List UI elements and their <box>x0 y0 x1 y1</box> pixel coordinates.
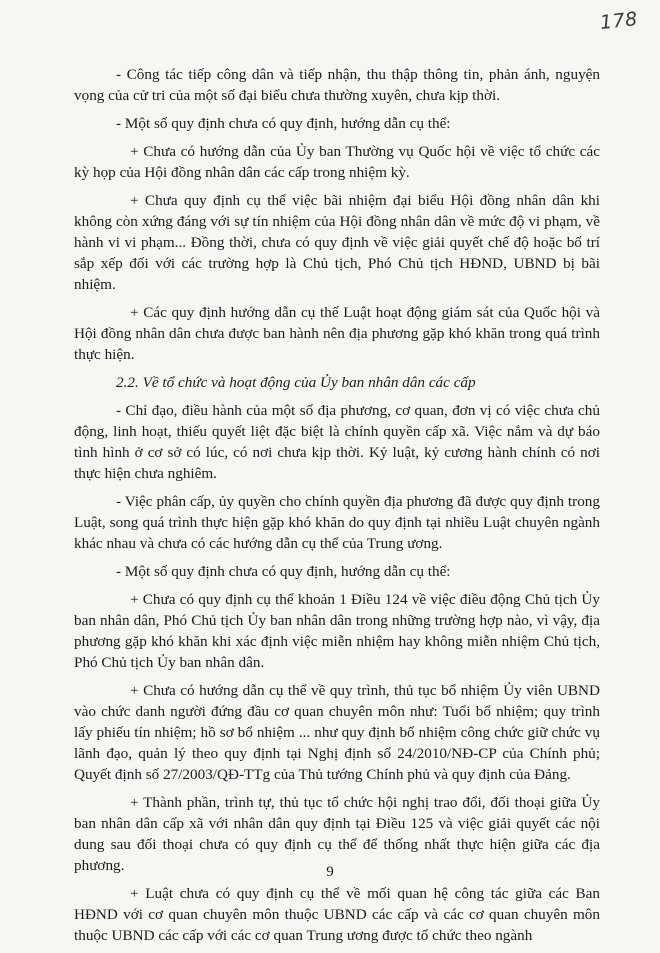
paragraph: + Thành phần, trình tự, thủ tục tổ chức hội nghị trao đổi, đối thoại giữa Ủy ban nhân dân cấp xã với nhân dân quy định tại Điều 125 và việc giải quyết các nội dung sau đối thoại chưa có quy định cụ thể để thống nhất thực hiện giữa các địa phương. <box>74 794 600 874</box>
paragraph: + Chưa có quy định cụ thể khoản 1 Điều 124 về việc điều động Chủ tịch Ủy ban nhân dân, Phó Chủ tịch Ủy ban nhân dân trong những trường hợp nào, vì vậy, địa phương gặp khó khăn khi xác định việc miễn nhiệm hay không miễn nhiệm Chủ tịch, Phó Chủ tịch Ủy ban nhân dân. <box>74 591 600 671</box>
paragraph: - Công tác tiếp công dân và tiếp nhận, thu thập thông tin, phản ánh, nguyện vọng của cử tri của một số đại biểu chưa thường xuyên, chưa kịp thời. <box>74 66 600 104</box>
page-number: 9 <box>326 864 334 880</box>
paragraph: + Chưa quy định cụ thể việc bãi nhiệm đại biểu Hội đồng nhân dân khi không còn xứng đáng với sự tín nhiệm của Hội đồng nhân dân về mức độ vi phạm, về hành vi vi phạm... Đồng thời, chưa có quy định về việc giải quyết chế độ hoặc bố trí sắp xếp đối với các trường hợp là Chủ tịch, Phó Chủ tịch HĐND, UBND bị bãi nhiệm. <box>74 192 600 293</box>
paragraph: - Một số quy định chưa có quy định, hướng dẫn cụ thể: <box>116 115 451 132</box>
paragraph: + Chưa có hướng dẫn cụ thể về quy trình, thủ tục bổ nhiệm Ủy viên UBND vào chức danh người đứng đầu cơ quan chuyên môn như: Tuổi bổ nhiệm; quy trình lấy phiếu tín nhiệm; hồ sơ bổ nhiệm ... như quy định bổ nhiệm công chức giữ chức vụ lãnh đạo, quản lý theo quy định tại Nghị định số 24/2010/NĐ-CP của Chính phủ; Quyết định số 27/2003/QĐ-TTg của Thủ tướng Chính phủ và quy định của Đảng. <box>74 682 600 783</box>
paragraph: + Chưa có hướng dẫn của Ủy ban Thường vụ Quốc hội về việc tổ chức các kỳ họp của Hội đồng nhân dân các cấp trong nhiệm kỳ. <box>74 143 600 181</box>
paragraph: - Chỉ đạo, điều hành của một số địa phương, cơ quan, đơn vị có việc chưa chủ động, linh hoạt, thiếu quyết liệt đặc biệt là chính quyền cấp xã. Việc nắm và dự báo tình hình ở cơ sở có lúc, có nơi chưa kịp thời. Kỷ luật, kỷ cương hành chính có nơi thực hiện chưa nghiêm. <box>74 402 600 482</box>
handwritten-page-note: 178 <box>598 8 639 34</box>
paragraph: + Các quy định hướng dẫn cụ thể Luật hoạt động giám sát của Quốc hội và Hội đồng nhân dân chưa được ban hành nên địa phương gặp khó khăn trong quá trình thực hiện. <box>74 304 600 363</box>
document-body <box>74 64 600 953</box>
paragraph: - Một số quy định chưa có quy định, hướng dẫn cụ thể: <box>116 563 451 580</box>
paragraph: + Luật chưa có quy định cụ thể về mối quan hệ công tác giữa các Ban HĐND với cơ quan chuyên môn thuộc UBND các cấp và các cơ quan chuyên môn thuộc UBND các cấp với các cơ quan Trung ương được tổ chức theo ngành <box>74 885 600 944</box>
section-heading: 2.2. Về tổ chức và hoạt động của Ủy ban nhân dân các cấp <box>116 374 476 391</box>
paragraph: - Việc phân cấp, ủy quyền cho chính quyền địa phương đã được quy định trong Luật, song quá trình thực hiện gặp khó khăn do quy định tại nhiều Luật chuyên ngành khác nhau và chưa có các hướng dẫn cụ thể của Trung ương. <box>74 493 600 552</box>
